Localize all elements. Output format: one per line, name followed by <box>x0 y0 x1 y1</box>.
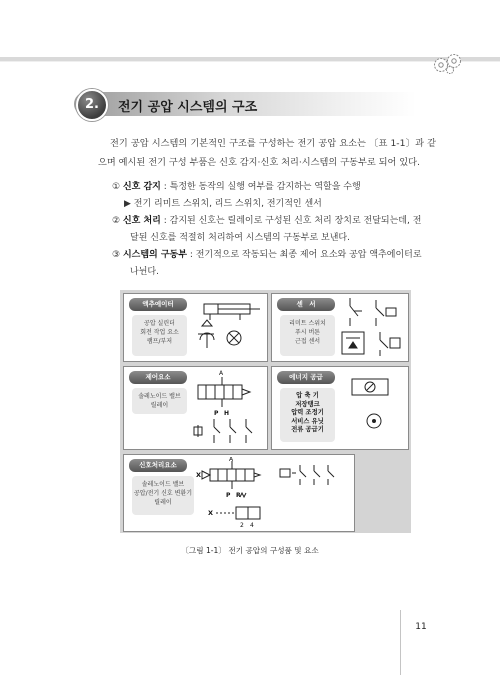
port-r-label: R <box>236 492 241 499</box>
list-item <box>112 247 422 264</box>
list-item <box>112 179 361 196</box>
figure-caption: 〔그림 1-1〕 전기 공압의 구성품 및 요소 <box>181 546 319 555</box>
energy-label: 에너지 공급 <box>277 371 335 384</box>
item-marker: ① <box>112 182 121 192</box>
energy-supply-box <box>271 366 409 450</box>
list-line: 서비스 유닛 <box>291 417 324 425</box>
port-4-label: 4 <box>250 522 254 529</box>
section-number-badge: 2. <box>76 89 108 121</box>
solenoid-valve-symbol <box>192 369 264 447</box>
list-line: 릴레이 <box>154 499 172 506</box>
signal-processing-box <box>123 454 355 532</box>
port-p-label: P <box>214 410 219 417</box>
sensor-box <box>271 293 409 362</box>
list-item <box>124 196 322 213</box>
control-list <box>132 388 187 414</box>
list-line: 푸시 버튼 <box>294 329 321 336</box>
list-line: 회전 작업 요소 <box>140 329 179 336</box>
actuator-list <box>132 315 187 356</box>
list-line: 압력 조정기 <box>291 409 324 416</box>
port-2-label: 2 <box>240 522 244 529</box>
list-line: 근접 센서 <box>294 338 321 345</box>
port-p-label: P <box>226 492 231 499</box>
list-item-continuation <box>130 264 159 281</box>
item-desc: : 전기적으로 작동되는 최종 제어 요소와 공압 액추에이터로 <box>186 250 422 260</box>
page-number-divider <box>400 610 401 675</box>
signal-processing-symbols <box>196 457 350 529</box>
energy-symbols <box>344 377 404 441</box>
list-line: 리미트 스위치 <box>289 320 326 327</box>
item-marker: ▶ <box>124 199 131 209</box>
list-line: 전류 공급기 <box>291 426 324 433</box>
item-marker: ③ <box>112 250 121 260</box>
page-number: 11 <box>415 622 427 632</box>
intro-paragraph: 전기 공압 시스템의 기본적인 구조를 구성하는 전기 공압 요소는 〔표 1-1〕과 같으며 예시된 전기 구성 부품은 신호 감지·신호 처리·시스템의 구동부로 되어 있다. <box>98 138 436 168</box>
list-line: 릴레이 <box>150 402 169 409</box>
list-line: 솔레노이드 밸브 <box>141 481 185 488</box>
item-term: 신호 처리 <box>122 216 161 226</box>
actuator-label: 액추에이터 <box>129 298 187 311</box>
control-element-box <box>123 366 268 450</box>
port-a-label: A <box>229 457 234 463</box>
list-line: 압 축 기 <box>296 392 319 399</box>
list-line: 공압 실린더 <box>144 320 175 327</box>
list-line: 솔레노이드 밸브 <box>138 393 181 400</box>
energy-list <box>280 388 335 442</box>
sensor-list <box>280 315 335 356</box>
section-title: 전기 공압 시스템의 구조 <box>118 100 258 115</box>
item-term: 시스템의 구동부 <box>122 250 187 260</box>
item-marker: ② <box>112 216 121 226</box>
list-item <box>112 213 421 230</box>
sensor-label: 센 서 <box>277 298 335 311</box>
figure-panel <box>120 290 411 533</box>
item-desc: : 감지된 신호는 릴레이로 구성된 신호 처리 장치로 전달되는데, 전 <box>160 216 422 226</box>
item-desc: 나뉜다. <box>130 267 159 277</box>
signal-x-label: X <box>196 471 202 479</box>
gears-icon <box>432 51 464 75</box>
item-desc: 달된 신호를 적절히 처리하여 시스템의 구동부로 보낸다. <box>130 233 350 243</box>
port-a-label: A <box>219 370 224 377</box>
list-line: 램프/부저 <box>146 338 173 345</box>
list-line: 저장탱크 <box>295 400 320 408</box>
item-desc: : 특정한 동작의 실행 여부를 감지하는 역할을 수행 <box>160 182 361 192</box>
signal-list <box>132 476 194 515</box>
item-desc: 전기 리미트 스위치, 리드 스위치, 전기적인 센서 <box>133 199 322 209</box>
header-rule-shadow <box>0 61 500 62</box>
actuator-box <box>123 293 268 362</box>
control-label: 제어요소 <box>129 371 187 384</box>
list-line: 공압/전기 신호 변환기 <box>133 490 192 497</box>
port-h-label: H <box>224 410 230 417</box>
signal-x2-label: X <box>208 509 214 517</box>
item-term: 신호 감지 <box>122 182 161 192</box>
list-item-continuation <box>130 230 350 247</box>
switch-symbols <box>340 296 406 358</box>
cylinder-symbols <box>192 298 264 358</box>
signal-label: 신호처리요소 <box>129 459 187 472</box>
